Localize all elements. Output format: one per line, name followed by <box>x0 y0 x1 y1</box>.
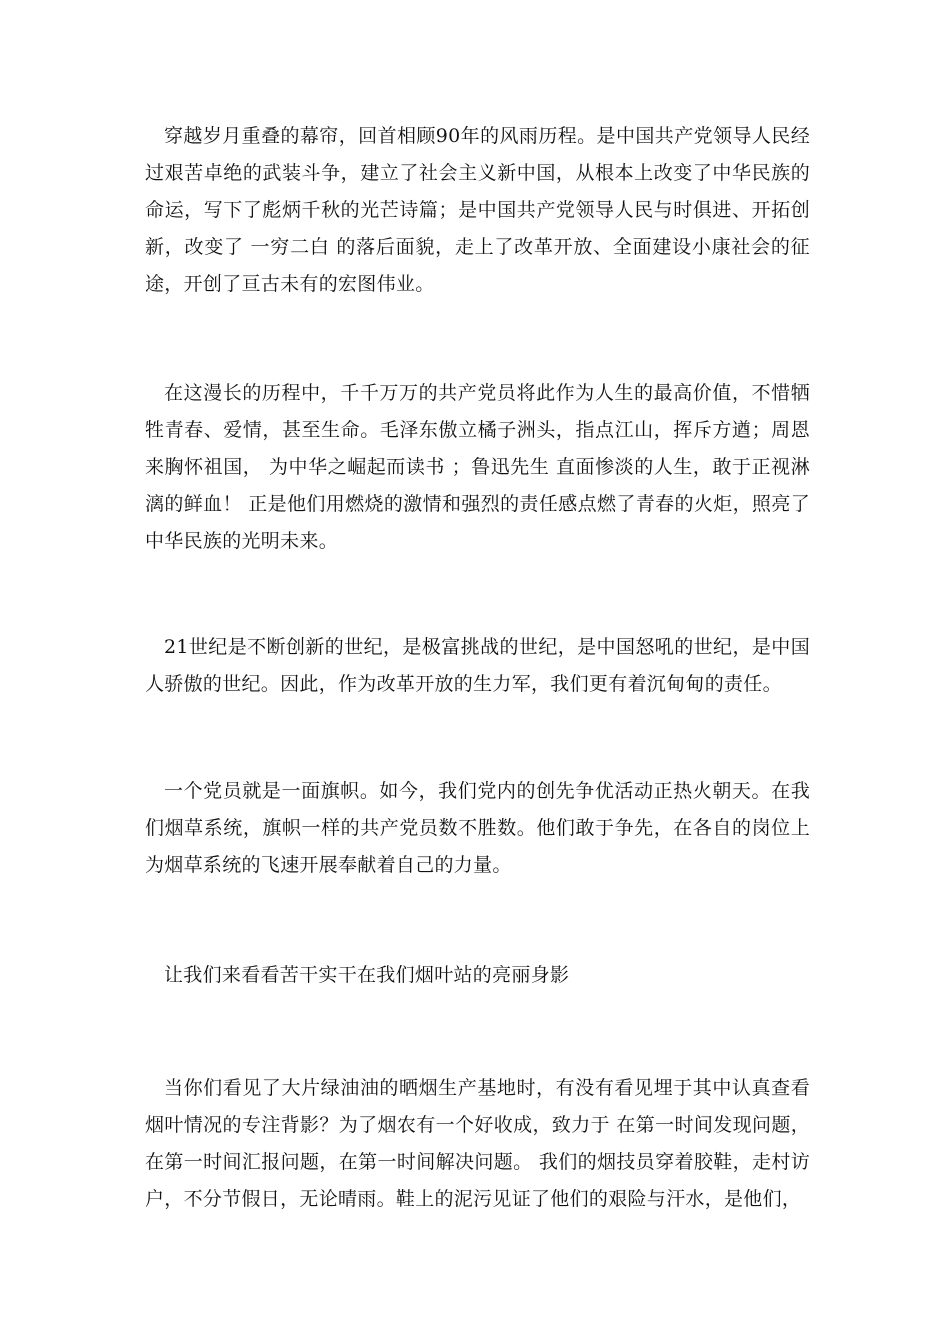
paragraph-21st-century: 21世纪是不断创新的世纪，是极富挑战的世纪，是中国怒吼的世纪，是中国人骄傲的世纪。因此，作为改革开放的生力军，我们更有着沉甸甸的责任。 <box>145 636 810 695</box>
paragraph-party-members: 在这漫长的历程中，千千万万的共产党员将此作为人生的最高价值，不惜牺牲青春、爱情，甚至生命。毛泽东傲立橘子洲头，指点江山，挥斥方遒；周恩来胸怀祖国， 为中华之崛起而读书 ；鲁迅先生 直面惨淡的人生，敢于正视淋漓的鲜血！ 正是他们用燃烧的激情和强烈的责任感点燃了青春的火炬，照亮了中华民族的光明未来。 <box>145 382 810 552</box>
paragraph-banner: 一个党员就是一面旗帜。如今，我们党内的创先争优活动正热火朝天。在我们烟草系统，旗帜一样的共产党员数不胜数。他们敢于争先，在各自的岗位上为烟草系统的飞速开展奉献着自己的力量。 <box>145 780 810 876</box>
paragraph-field-technicians: 当你们看见了大片绿油油的晒烟生产基地时，有没有看见埋于其中认真查看烟叶情况的专注背影？为了烟农有一个好收成，致力于 在第一时间发现问题，在第一时间汇报问题，在第一时间解决问题。 我们的烟技员穿着胶鞋，走村访户，不分节假日，无论晴雨。鞋上的泥污见证了他们的艰险与汗水，是他们， <box>145 1077 810 1210</box>
paragraph-tobacco-station: 让我们来看看苦干实干在我们烟叶站的亮丽身影 <box>164 964 570 986</box>
paragraph-history: 穿越岁月重叠的幕帘，回首相顾90年的风雨历程。是中国共产党领导人民经过艰苦卓绝的武装斗争，建立了社会主义新中国，从根本上改变了中华民族的命运，写下了彪炳千秋的光芒诗篇；是中国共产党领导人民与时俱进、开拓创新，改变了 一穷二白 的落后面貌，走上了改革开放、全面建设小康社会的征途，开创了亘古未有的宏图伟业。 <box>145 125 810 295</box>
